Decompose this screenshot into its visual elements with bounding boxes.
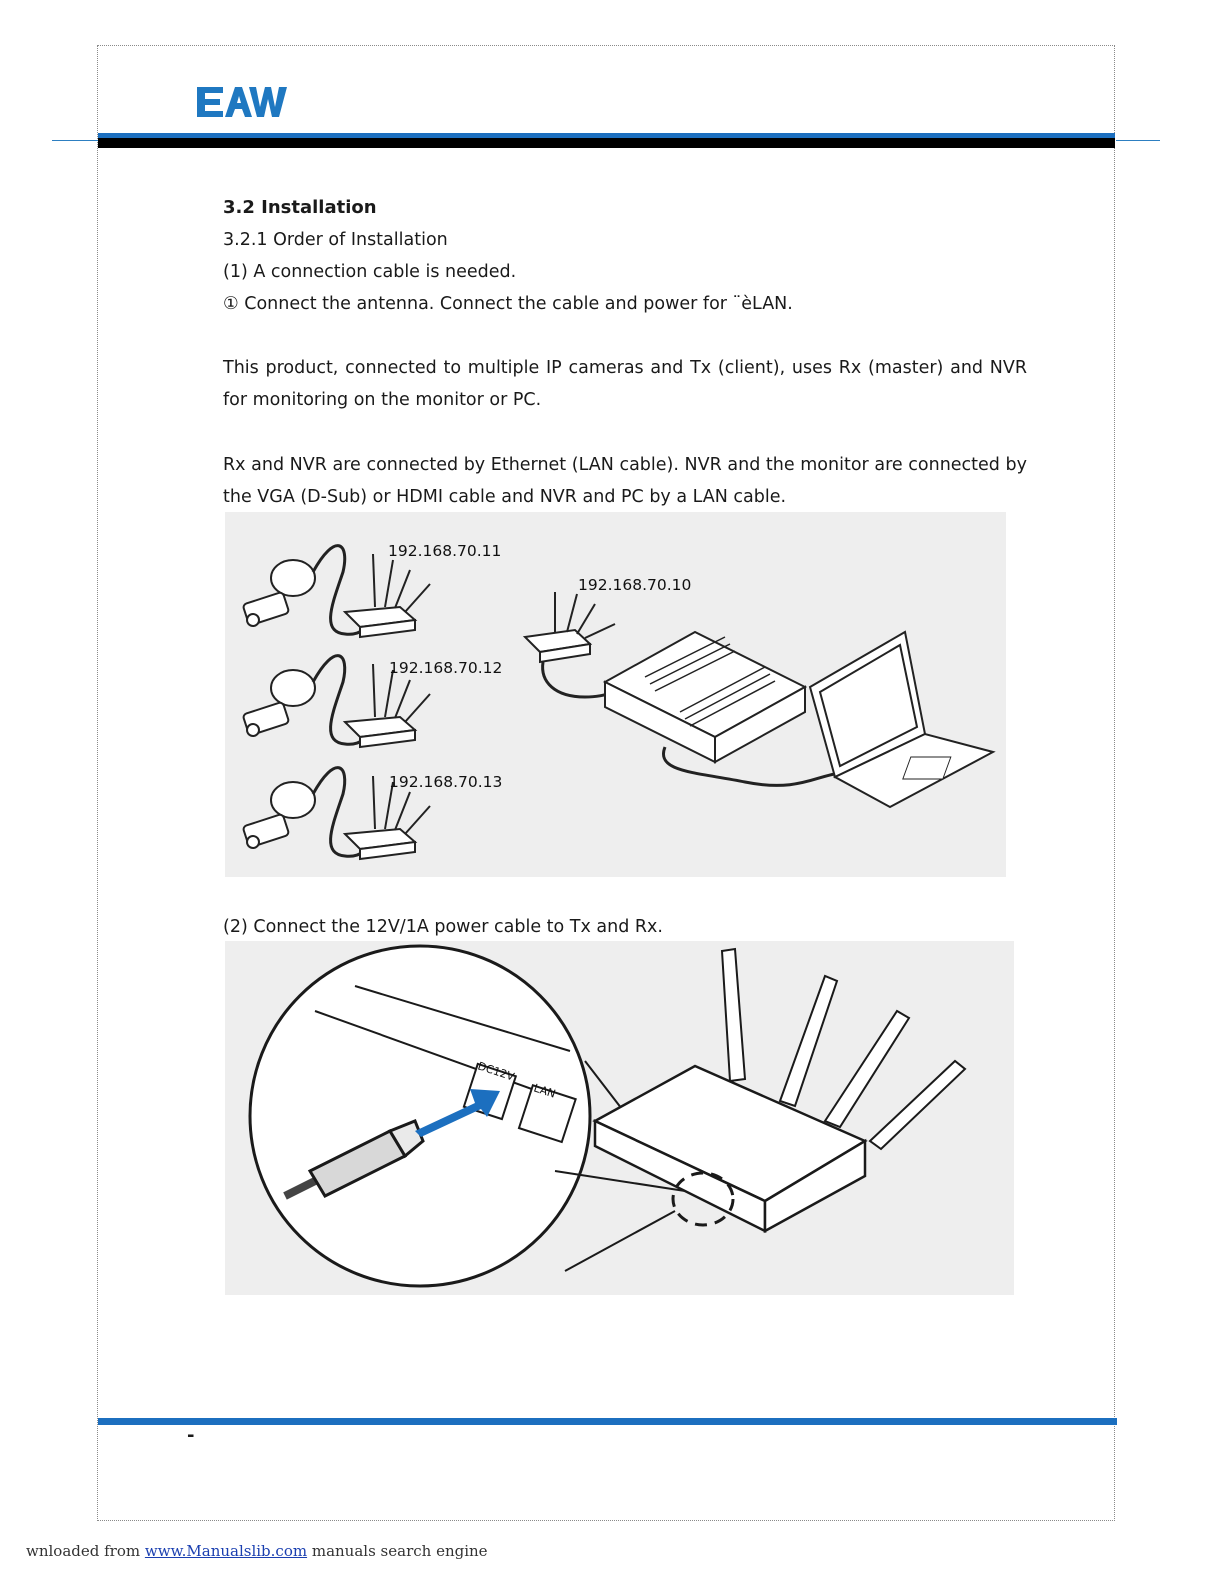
header-rule-left xyxy=(52,140,98,141)
eaw-logo xyxy=(197,85,289,119)
paragraph-connections: Rx and NVR are connected by Ethernet (LAN cable). NVR and the monitor are connected by the VGA (D-Sub) or HDMI cable and NVR and PC by a LAN cable. xyxy=(223,455,1027,507)
laptop xyxy=(810,632,993,807)
network-diagram xyxy=(225,512,1006,877)
section-heading: 3.2 Installation xyxy=(223,197,377,218)
footer-prefix: wnloaded from xyxy=(26,1542,141,1560)
ip-label-tx-1: 192.168.70.11 xyxy=(388,542,502,560)
page-number-dash: - xyxy=(187,1425,195,1446)
step2-title: (2) Connect the 12V/1A power cable to Tx and Rx. xyxy=(223,917,663,937)
manualslib-link[interactable]: www.Manualslib.com xyxy=(144,1542,308,1560)
power-connection-art xyxy=(225,941,1014,1295)
port-label-dc: DC12V xyxy=(476,1059,516,1084)
footer-suffix: manuals search engine xyxy=(311,1542,488,1560)
download-footer xyxy=(26,1542,488,1560)
ip-label-tx-3: 192.168.70.13 xyxy=(389,773,503,791)
power-connection-figure xyxy=(225,941,1014,1295)
ip-label-rx: 192.168.70.10 xyxy=(578,576,692,594)
footer-bar xyxy=(98,1418,1117,1425)
subsection-heading: 3.2.1 Order of Installation xyxy=(223,230,448,250)
step1-title: (1) A connection cable is needed. xyxy=(223,262,517,282)
nvr-unit xyxy=(605,632,835,785)
step1-detail: ① Connect the antenna. Connect the cable and power for ¨èLAN. xyxy=(223,294,793,314)
ip-label-tx-2: 192.168.70.12 xyxy=(389,659,503,677)
rx-unit xyxy=(525,592,617,697)
header-bar-black xyxy=(98,138,1115,148)
paragraph-overview: This product, connected to multiple IP cameras and Tx (client), uses Rx (master) and NVR for monitoring on the monitor or PC. xyxy=(223,358,1027,410)
network-diagram-art xyxy=(225,512,1006,877)
header-rule-right xyxy=(1116,140,1160,141)
port-label-lan: LAN xyxy=(532,1081,558,1101)
